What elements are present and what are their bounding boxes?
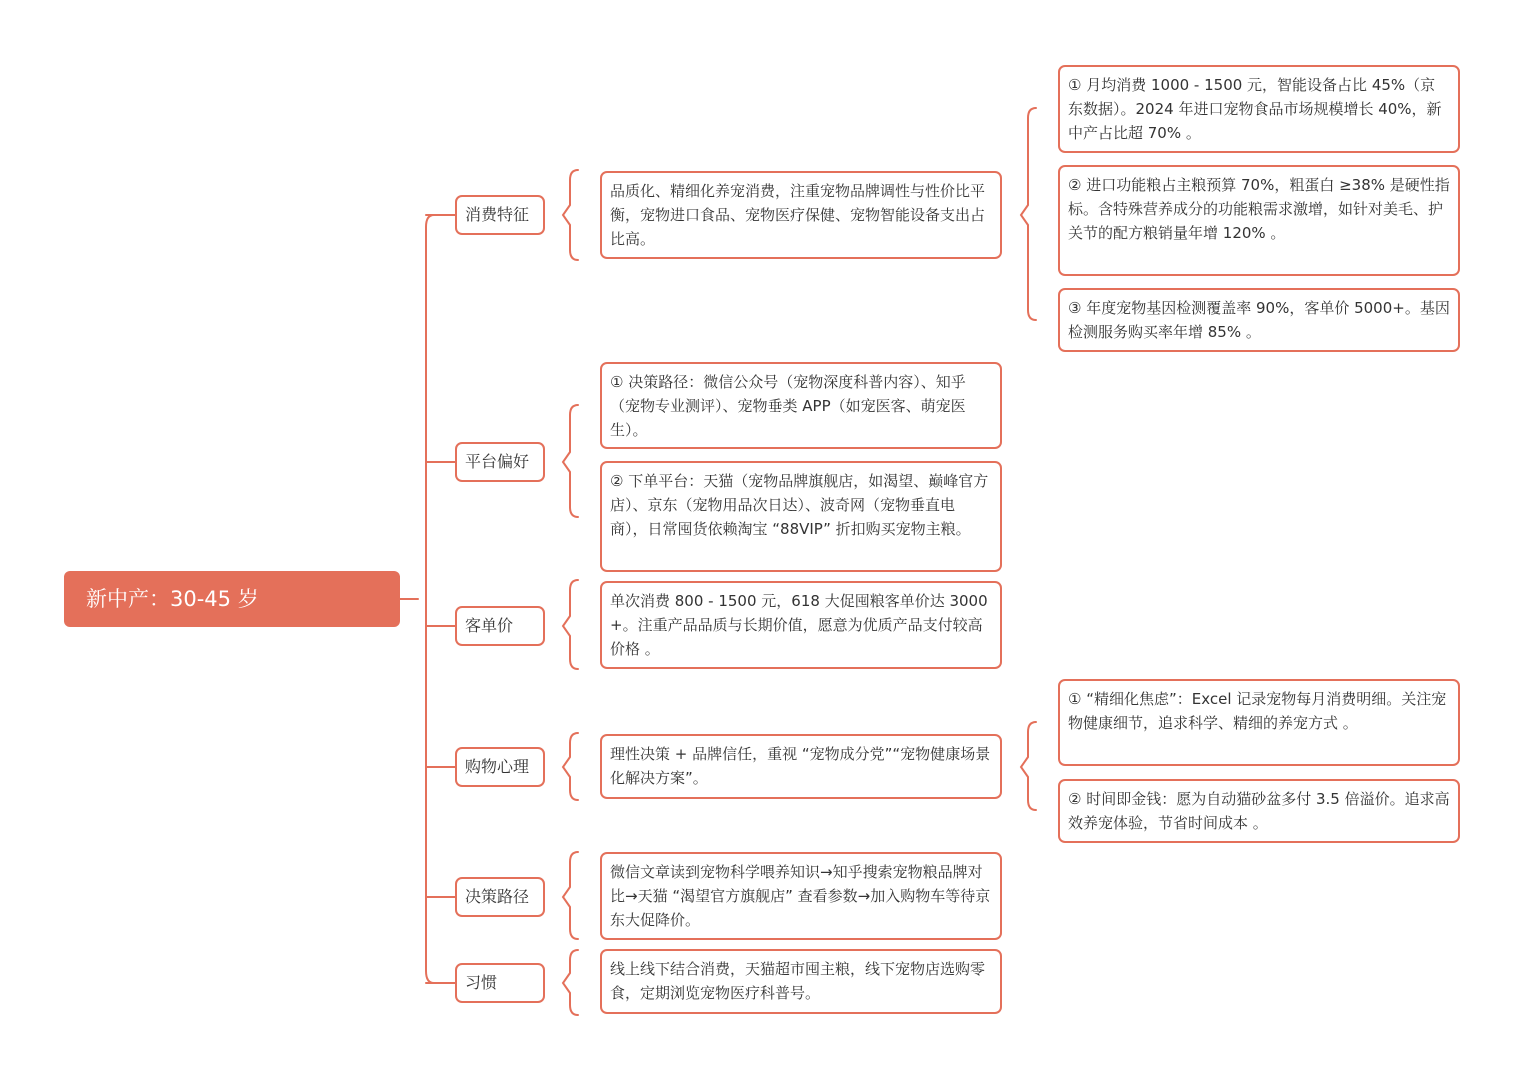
- detail-consumption-sub-3: ③ 年度宠物基因检测覆盖率 90%，客单价 5000+。基因检测服务购买率年增 85% 。: [1058, 288, 1460, 352]
- bracket-decision: [563, 852, 578, 939]
- bracket-psychology: [563, 733, 578, 800]
- detail-psychology-sub-2: ② 时间即金钱：愿为自动猫砂盆多付 3.5 倍溢价。追求高效养宠体验，节省时间成本 。: [1058, 779, 1460, 843]
- bracket-habit: [563, 950, 578, 1015]
- bracket-consumption: [563, 170, 578, 260]
- bracket-psychology-sub: [1021, 722, 1036, 810]
- detail-psychology: 理性决策 + 品牌信任，重视 “宠物成分党”“宠物健康场景化解决方案”。: [600, 734, 1002, 799]
- detail-consumption-sub-2: ② 进口功能粮占主粮预算 70%，粗蛋白 ≥38% 是硬性指标。含特殊营养成分的功能粮需求激增，如针对美毛、护关节的配方粮销量年增 120% 。: [1058, 165, 1460, 276]
- category-decision: 决策路径: [455, 877, 545, 917]
- category-platform: 平台偏好: [455, 442, 545, 482]
- detail-habit: 线上线下结合消费，天猫超市囤主粮，线下宠物店选购零食，定期浏览宠物医疗科普号。: [600, 949, 1002, 1014]
- bracket-platform: [563, 405, 578, 517]
- detail-psychology-sub-1: ① “精细化焦虑”：Excel 记录宠物每月消费明细。关注宠物健康细节，追求科学、精细的养宠方式 。: [1058, 679, 1460, 766]
- category-psychology: 购物心理: [455, 747, 545, 787]
- bracket-consumption-sub: [1021, 108, 1036, 320]
- category-habit: 习惯: [455, 963, 545, 1003]
- category-price: 客单价: [455, 606, 545, 646]
- bracket-price: [563, 580, 578, 669]
- detail-platform-2: ② 下单平台：天猫（宠物品牌旗舰店，如渴望、巅峰官方店）、京东（宠物用品次日达）、波奇网（宠物垂直电商），日常囤货依赖淘宝 “88VIP” 折扣购买宠物主粮。: [600, 461, 1002, 572]
- detail-decision: 微信文章读到宠物科学喂养知识→知乎搜索宠物粮品牌对比→天猫 “渴望官方旗舰店” 查看参数→加入购物车等待京东大促降价。: [600, 852, 1002, 940]
- detail-platform-1: ① 决策路径：微信公众号（宠物深度科普内容）、知乎（宠物专业测评）、宠物垂类 APP（如宠医客、萌宠医生）。: [600, 362, 1002, 449]
- root-node: 新中产：30-45 岁: [64, 571, 400, 627]
- category-consumption: 消费特征: [455, 195, 545, 235]
- detail-price: 单次消费 800 - 1500 元，618 大促囤粮客单价达 3000+。注重产品品质与长期价值，愿意为优质产品支付较高价格 。: [600, 581, 1002, 669]
- detail-consumption-sub-1: ① 月均消费 1000 - 1500 元，智能设备占比 45%（京东数据）。2024 年进口宠物食品市场规模增长 40%，新中产占比超 70% 。: [1058, 65, 1460, 153]
- detail-consumption: 品质化、精细化养宠消费，注重宠物品牌调性与性价比平衡，宠物进口食品、宠物医疗保健、宠物智能设备支出占比高。: [600, 171, 1002, 259]
- root-bracket: [426, 215, 434, 983]
